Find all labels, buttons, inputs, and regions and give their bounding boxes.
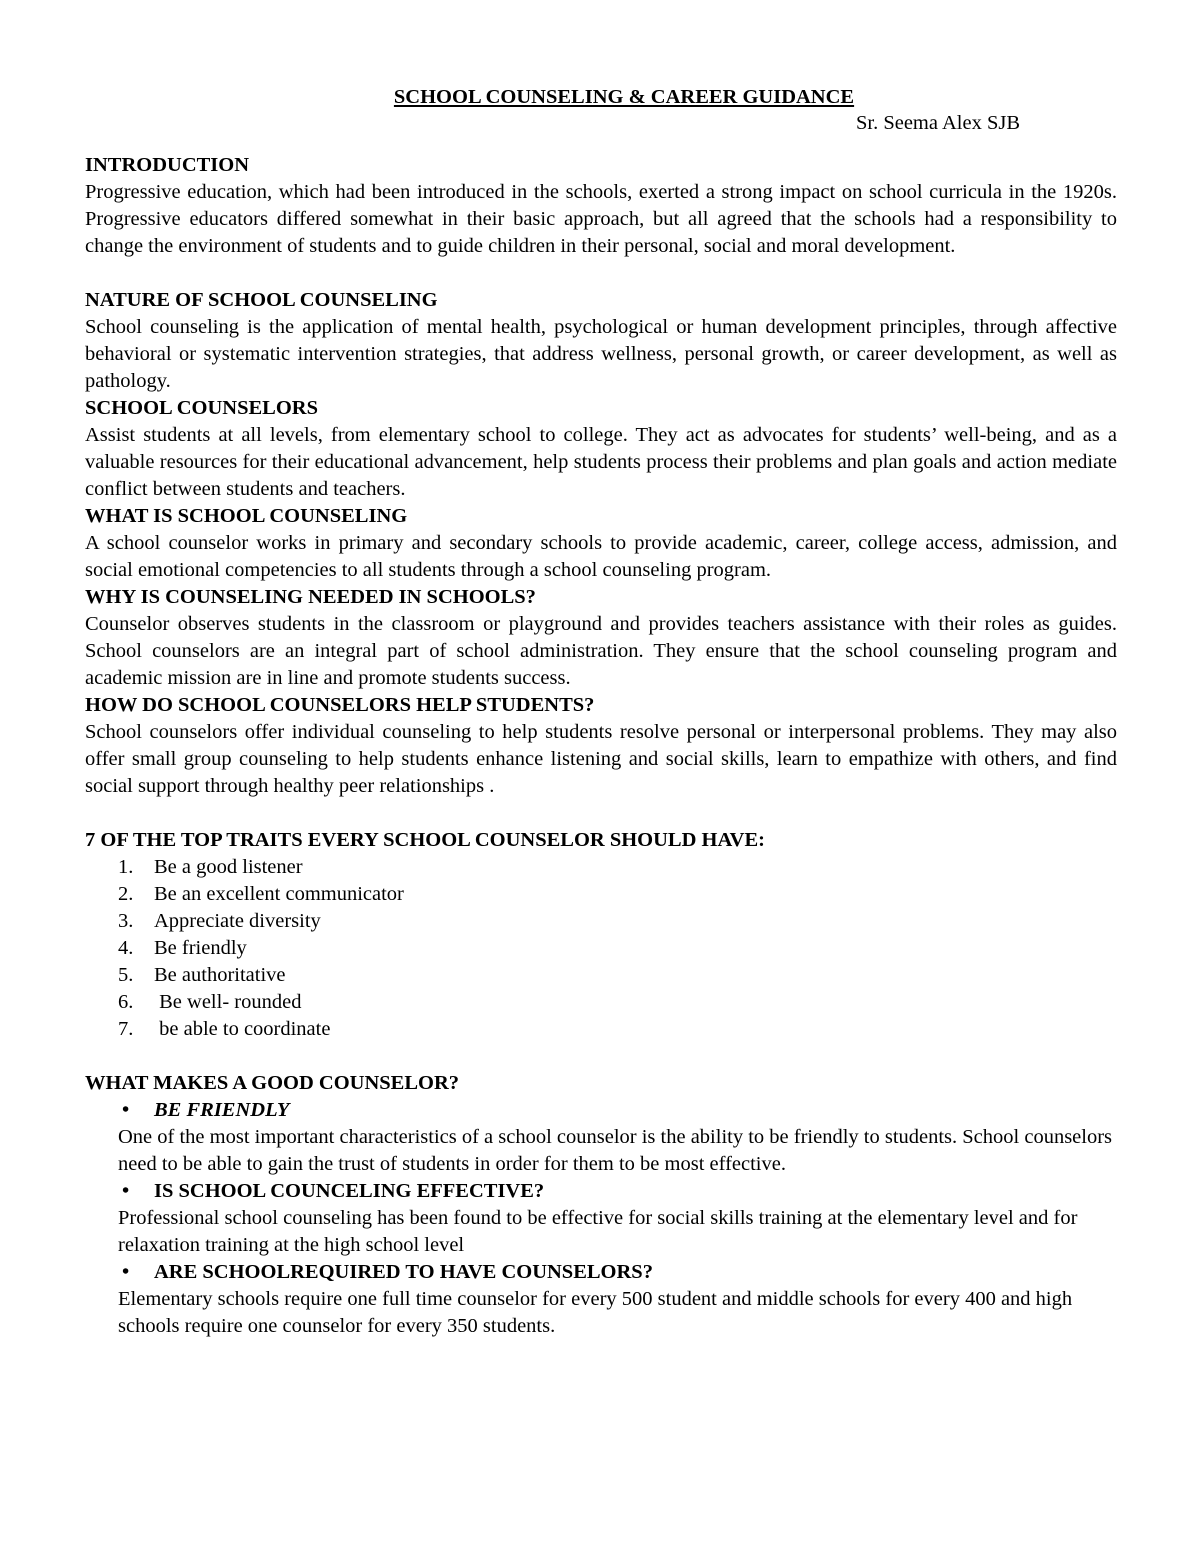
document-author: Sr. Seema Alex SJB xyxy=(855,112,1020,134)
bullet-icon: • xyxy=(122,1261,130,1283)
spacer xyxy=(85,260,1117,287)
document-page xyxy=(85,84,1117,1340)
spacer xyxy=(85,1043,1117,1070)
list-item: 2. Be an excellent communicator xyxy=(118,883,404,905)
spacer xyxy=(85,800,1117,827)
traits-heading: 7 OF THE TOP TRAITS EVERY SCHOOL COUNSELOR SHOULD HAVE: xyxy=(85,829,765,851)
list-item: 1. Be a good listener xyxy=(118,856,303,878)
good-counselor-heading: WHAT MAKES A GOOD COUNSELOR? xyxy=(85,1072,459,1094)
list-item: 4. Be friendly xyxy=(118,937,247,959)
intro-text: Progressive education, which had been introduced in the schools, exerted a strong impact on school curricula in the 1920s. Progressive educators differed somewhat in their basic approach, but all agreed that the schools had a responsibility to change the environment of students and to guide children in their personal, social and moral development. xyxy=(85,181,1117,257)
bullet-heading: • IS SCHOOL COUNCELING EFFECTIVE? xyxy=(85,1178,1117,1205)
document-title: SCHOOL COUNSELING & CAREER GUIDANCE xyxy=(393,86,855,108)
bullet-text: Professional school counseling has been found to be effective for social skills training at the elementary level and for relaxation training at the high school level xyxy=(118,1207,1078,1256)
intro-heading: INTRODUCTION xyxy=(85,154,250,176)
bullet-text: Elementary schools require one full time counselor for every 500 student and middle schools for every 400 and high schools require one counselor for every 350 students. xyxy=(118,1288,1073,1337)
nature-heading: NATURE OF SCHOOL COUNSELING xyxy=(85,289,438,311)
counselors-heading: SCHOOL COUNSELORS xyxy=(85,397,318,419)
nature-text: School counseling is the application of mental health, psychological or human development principles, through affective behavioral or systematic intervention strategies, that address wellness, personal growth, or career development, as well as pathology. xyxy=(85,316,1117,392)
why-text: Counselor observes students in the classroom or playground and provides teachers assistance with their roles as guides. School counselors are an integral part of school administration. They ensure that the school counseling program and academic mission are in line and promote students success. xyxy=(85,613,1117,689)
traits-list xyxy=(85,854,1117,1043)
bullet-icon: • xyxy=(122,1180,130,1202)
bullet-text: One of the most important characteristics of a school counselor is the ability to be friendly to students. School counselors need to be able to gain the trust of students in order for them to be most effective. xyxy=(118,1126,1113,1175)
list-item: 6. Be well- rounded xyxy=(118,991,302,1013)
counselors-text: Assist students at all levels, from elementary school to college. They act as advocates for students’ well-being, and as a valuable resources for their educational advancement, help students process their problems and plan goals and action mediate conflict between students and teachers. xyxy=(85,424,1117,500)
why-heading: WHY IS COUNSELING NEEDED IN SCHOOLS? xyxy=(85,586,536,608)
what-is-heading: WHAT IS SCHOOL COUNSELING xyxy=(85,505,408,527)
bullet-icon: • xyxy=(122,1099,130,1121)
bullet-heading: • BE FRIENDLY xyxy=(85,1097,1117,1124)
list-item: 3. Appreciate diversity xyxy=(118,910,321,932)
what-is-text: A school counselor works in primary and secondary schools to provide academic, career, college access, admission, and social emotional competencies to all students through a school counseling program. xyxy=(85,532,1117,581)
spacer xyxy=(85,136,1117,152)
how-heading: HOW DO SCHOOL COUNSELORS HELP STUDENTS? xyxy=(85,694,595,716)
how-text: School counselors offer individual counseling to help students resolve personal or interpersonal problems. They may also offer small group counseling to help students enhance listening and social skills, learn to empathize with others, and find social support through healthy peer relationships . xyxy=(85,721,1117,797)
bullet-heading: • ARE SCHOOLREQUIRED TO HAVE COUNSELORS? xyxy=(85,1259,1117,1286)
list-item: 7. be able to coordinate xyxy=(118,1018,331,1040)
list-item: 5. Be authoritative xyxy=(118,964,286,986)
